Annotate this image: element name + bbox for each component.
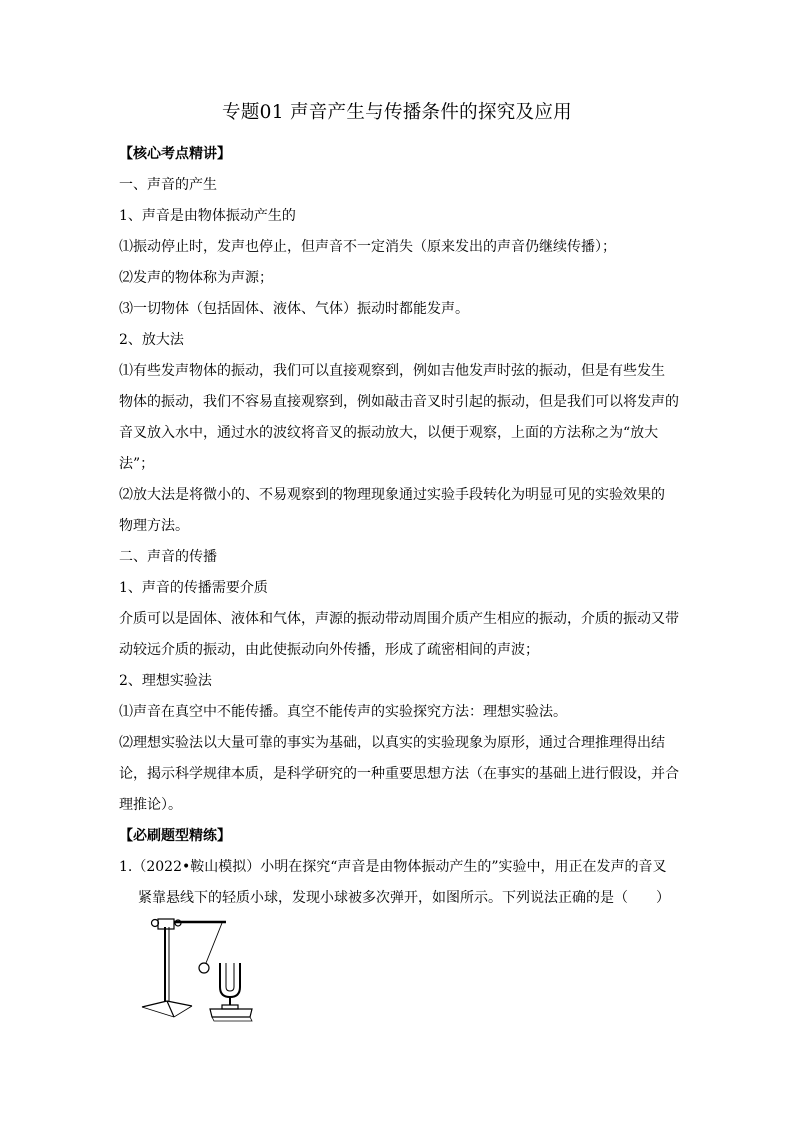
paragraph-line: 音叉放入水中，通过水的波纹将音叉的振动放大，以便于观察，上面的方法称之为“放大 (119, 425, 659, 441)
paragraph-line: 动较远介质的振动，由此使振动向外传播，形成了疏密相间的声波； (119, 642, 539, 658)
paragraph-line: ⑴有些发声物体的振动，我们可以直接观察到，例如吉他发声时弦的振动，但是有些发生 (119, 363, 665, 379)
paragraph-line: ⑵理想实验法以大量可靠的事实为基础，以真实的实验现象为原形，通过合理推理得出结 (119, 735, 665, 751)
paragraph-line: 理推论）。 (119, 797, 182, 813)
paragraph-line: ⑵发声的物体称为声源； (119, 270, 273, 286)
subheading-vibration: 1、声音是由物体振动产生的 (119, 208, 296, 224)
paragraph-line: ⑴声音在真空中不能传播。真空不能传声的实验探究方法：理想实验法。 (119, 704, 567, 720)
paragraph-line: ⑴振动停止时，发声也停止，但声音不一定消失（原来发出的声音仍继续传播）； (119, 239, 616, 255)
page-title: 专题01 声音产生与传播条件的探究及应用 (222, 102, 572, 123)
paragraph-line: 物体的振动，我们不容易直接观察到，例如敲击音叉时引起的振动，但是我们可以将发声的 (119, 394, 679, 410)
paragraph-line: 物理方法。 (119, 518, 189, 534)
question-text-line2: 紧靠悬线下的轻质小球，发现小球被多次弹开，如图所示。下列说法正确的是（ ） (138, 890, 670, 906)
subheading-amplification: 2、放大法 (119, 332, 184, 348)
paragraph-line: 法”； (119, 456, 155, 472)
paragraph-line: 介质可以是固体、液体和气体，声源的振动带动周围介质产生相应的振动，介质的振动又带 (119, 611, 679, 627)
section-heading-practice: 【必刷题型精练】 (119, 828, 231, 844)
subheading-ideal-experiment: 2、理想实验法 (119, 673, 212, 689)
subheading-medium: 1、声音的传播需要介质 (119, 580, 268, 596)
paragraph-line: 论，揭示科学规律本质，是科学研究的一种重要思想方法（在事实的基础上进行假设，并合 (119, 766, 679, 782)
heading-sound-production: 一、声音的产生 (119, 177, 217, 193)
paragraph-line: ⑵放大法是将微小的、不易观察到的物理现象通过实验手段转化为明显可见的实验效果的 (119, 487, 665, 503)
tuning-fork-pendulum-figure (138, 905, 258, 1023)
heading-sound-propagation: 二、声音的传播 (119, 549, 217, 565)
section-heading-core: 【核心考点精讲】 (119, 146, 231, 162)
question-text-line1: 1.（2022•鞍山模拟）小明在探究“声音是由物体振动产生的”实验中，用正在发声的音叉 (119, 859, 667, 875)
paragraph-line: ⑶一切物体（包括固体、液体、气体）振动时都能发声。 (119, 301, 469, 317)
